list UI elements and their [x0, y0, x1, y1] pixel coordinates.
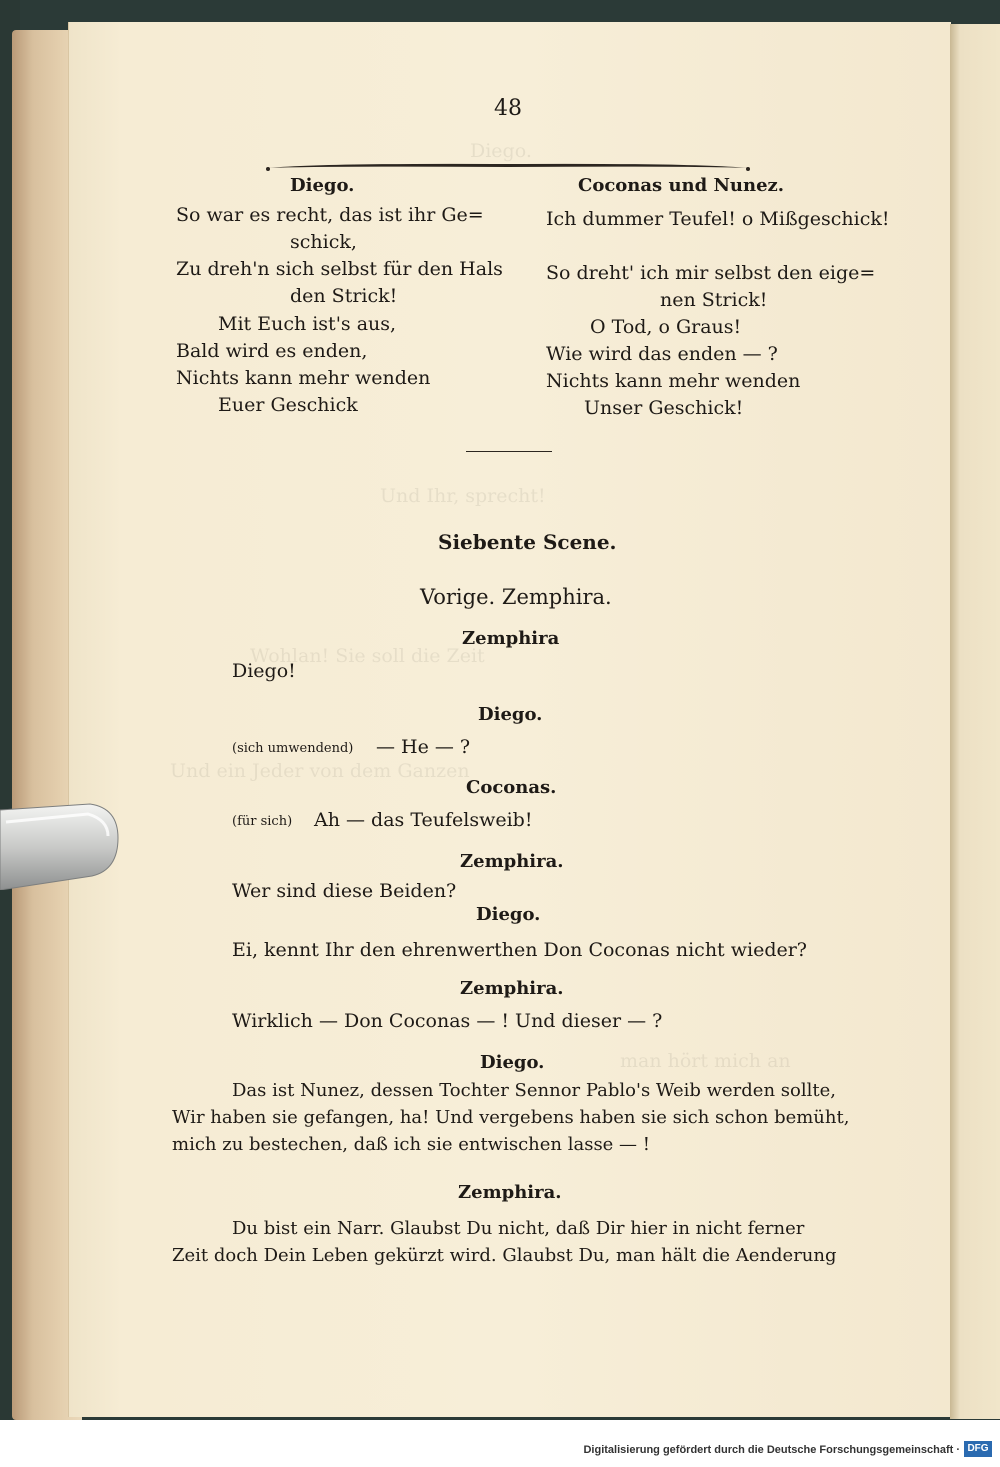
verse-line: Bald wird es enden,	[176, 340, 368, 362]
verse-line: Zu dreh'n sich selbst für den Hals	[176, 258, 503, 280]
verse-line: So war es recht, das ist ihr Ge=	[176, 204, 484, 226]
speaker-heading: Diego.	[476, 904, 541, 925]
verse-line: Wie wird das enden — ?	[546, 343, 778, 365]
verse-line: So dreht' ich mir selbst den eige=	[546, 262, 876, 284]
verse-line: Ich dummer Teufel! o Mißgeschick!	[546, 208, 890, 230]
dialogue-line: mich zu bestechen, daß ich sie entwischen lasse — !	[172, 1134, 651, 1155]
speaker-coconas-nunez: Coconas und Nunez.	[578, 175, 785, 196]
page-number: 48	[494, 96, 522, 121]
dialogue-line: Zeit doch Dein Leben gekürzt wird. Glaubst Du, man hält die Aenderung	[172, 1245, 837, 1266]
dialogue-line: Ah — das Teufelsweib!	[314, 809, 533, 831]
stage-direction: (für sich)	[232, 814, 293, 829]
verse-line: Euer Geschick	[218, 394, 358, 416]
bleed-through: Wohlan! Sie soll die Zeit	[250, 645, 485, 667]
dialogue-line: Du bist ein Narr. Glaubst Du nicht, daß Dir hier in nicht ferner	[232, 1218, 805, 1239]
dialogue-line: Wirklich — Don Coconas — ! Und dieser — ?	[232, 1010, 663, 1032]
speaker-heading: Zemphira.	[460, 978, 564, 999]
scene-title: Siebente Scene.	[438, 530, 617, 554]
bleed-through: Diego.	[470, 140, 532, 162]
bleed-through: Und ein Jeder von dem Ganzen	[170, 760, 470, 782]
dialogue-line: — He — ?	[376, 736, 471, 758]
verse-line: schick,	[290, 231, 357, 253]
stage-direction: (sich umwendend)	[232, 741, 354, 756]
bleed-through: man hört mich an	[620, 1050, 791, 1072]
section-divider	[466, 451, 552, 452]
verse-line: Nichts kann mehr wenden	[546, 370, 801, 392]
dialogue-line: Wer sind diese Beiden?	[232, 880, 457, 902]
verse-line: nen Strick!	[660, 289, 768, 311]
funding-note: Digitalisierung gefördert durch die Deutsche Forschungsgemeinschaft ·	[583, 1444, 960, 1456]
header-rule	[266, 160, 750, 174]
page-clamp	[0, 800, 120, 890]
dialogue-line: Ei, kennt Ihr den ehrenwerthen Don Coconas nicht wieder?	[232, 939, 807, 961]
speaker-heading: Zemphira	[462, 628, 560, 649]
dialogue-line: Diego!	[232, 660, 296, 682]
speaker-heading: Zemphira.	[460, 851, 564, 872]
next-page-edge	[950, 24, 1000, 1419]
speaker-diego: Diego.	[290, 175, 355, 196]
dialogue-line: Wir haben sie gefangen, ha! Und vergebens haben sie sich schon bemüht,	[172, 1107, 850, 1128]
dialogue-line: Das ist Nunez, dessen Tochter Sennor Pablo's Weib werden sollte,	[232, 1080, 836, 1101]
speaker-heading: Zemphira.	[458, 1182, 562, 1203]
speaker-heading: Coconas.	[466, 777, 557, 798]
speaker-heading: Diego.	[480, 1052, 545, 1073]
verse-line: Nichts kann mehr wenden	[176, 367, 431, 389]
speaker-heading: Diego.	[478, 704, 543, 725]
verse-line: den Strick!	[290, 285, 398, 307]
verse-line: Unser Geschick!	[584, 397, 744, 419]
verse-line: O Tod, o Graus!	[590, 316, 742, 338]
scene-persons: Vorige. Zemphira.	[420, 585, 612, 609]
bleed-through: Und Ihr, sprecht!	[380, 485, 546, 507]
verse-line: Mit Euch ist's aus,	[218, 313, 397, 335]
dfg-logo: DFG	[964, 1441, 992, 1457]
